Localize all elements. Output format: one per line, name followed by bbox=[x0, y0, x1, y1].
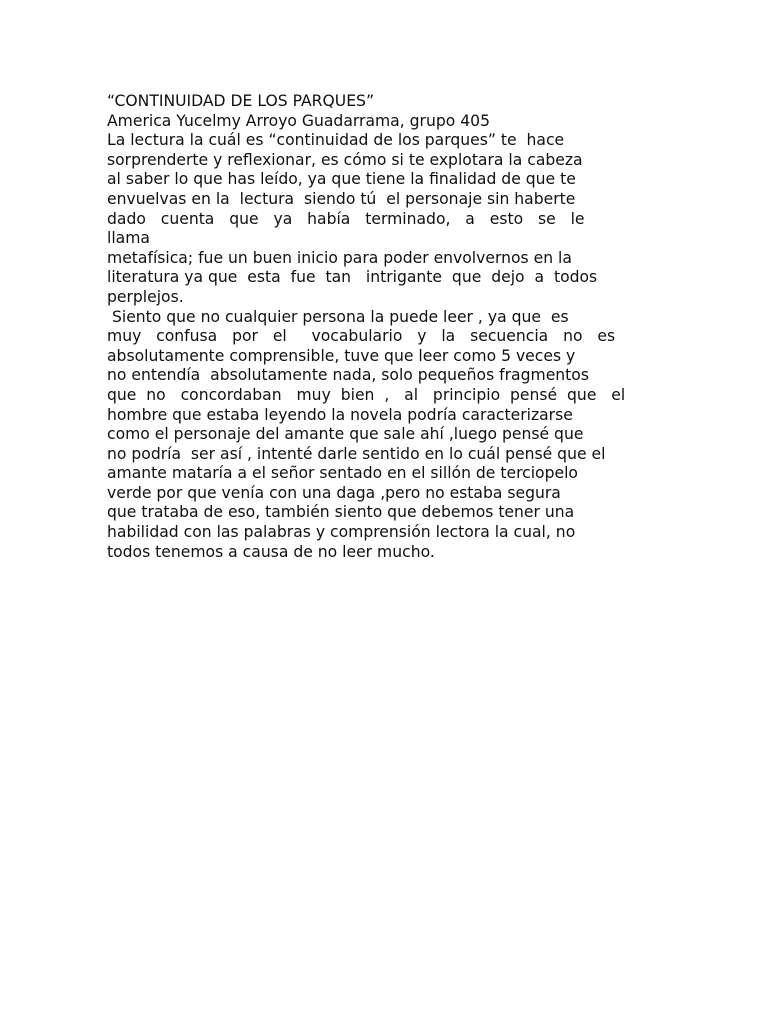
body-line: La lectura la cuál es “continuidad de los parques” te hace bbox=[107, 131, 565, 150]
body-line: verde por que venía con una daga ,pero no estaba segura bbox=[107, 483, 561, 502]
body-line: no podría ser así , intenté darle sentido en lo cuál pensé que el bbox=[107, 444, 606, 463]
body-line: habilidad con las palabras y comprensión lectora la cual, no bbox=[107, 523, 576, 542]
body-line: no entendía absolutamente nada, solo pequeños fragmentos bbox=[107, 366, 589, 385]
document-text bbox=[107, 92, 667, 562]
body-line: hombre que estaba leyendo la novela podría caracterizarse bbox=[107, 405, 573, 424]
body-line: envuelvas en la lectura siendo tú el personaje sin haberte bbox=[107, 189, 576, 208]
body-line: al saber lo que has leído, ya que tiene la finalidad de que te bbox=[107, 170, 576, 189]
body-line: perplejos. bbox=[107, 287, 184, 306]
author-line: America Yucelmy Arroyo Guadarrama, grupo 405 bbox=[107, 111, 491, 130]
body-line: dado cuenta que ya había terminado, a esto se le bbox=[107, 209, 585, 228]
body-line: Siento que no cualquier persona la puede leer , ya que es bbox=[107, 307, 569, 326]
body-line: todos tenemos a causa de no leer mucho. bbox=[107, 542, 435, 561]
body-line: llama bbox=[107, 229, 150, 248]
body-line: sorprenderte y reflexionar, es cómo si te explotara la cabeza bbox=[107, 150, 583, 169]
body-line: amante mataría a el señor sentado en el sillón de terciopelo bbox=[107, 464, 578, 483]
body-line: literatura ya que esta fue tan intrigante que dejo a todos bbox=[107, 268, 598, 287]
body-line: metafísica; fue un buen inicio para poder envolvernos en la bbox=[107, 248, 572, 267]
body-line: muy confusa por el vocabulario y la secuencia no es bbox=[107, 327, 616, 346]
body-line: absolutamente comprensible, tuve que leer como 5 veces y bbox=[107, 346, 576, 365]
document-title: “CONTINUIDAD DE LOS PARQUES” bbox=[107, 92, 375, 110]
body-line: que trataba de eso, también siento que debemos tener una bbox=[107, 503, 575, 522]
body-line: como el personaje del amante que sale ahí ,luego pensé que bbox=[107, 425, 584, 444]
body-line: que no concordaban muy bien , al principio pensé que el bbox=[107, 385, 626, 404]
